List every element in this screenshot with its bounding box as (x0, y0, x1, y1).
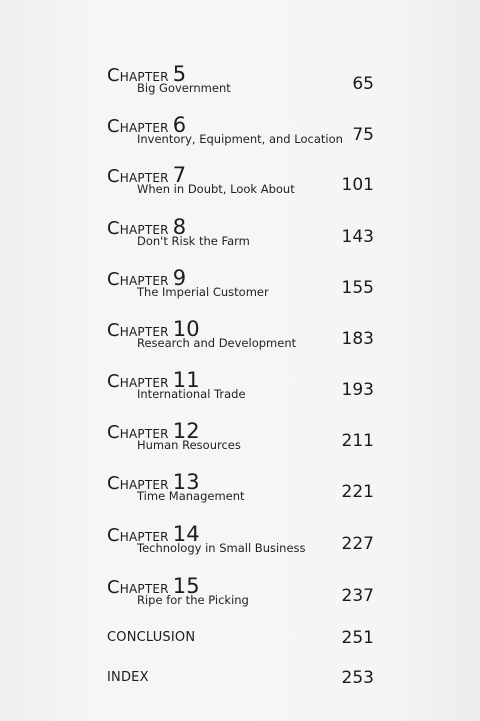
chapter-label-rest: HAPTER (119, 478, 169, 492)
chapter-title: Research and Development (137, 336, 297, 350)
chapter-label-initial: C (107, 65, 120, 86)
chapter-label-initial: C (107, 473, 120, 494)
chapter-number: 5 (172, 62, 187, 86)
chapter-title: Don't Risk the Farm (137, 234, 250, 248)
page-number: 183 (341, 329, 374, 349)
chapter-title: International Trade (137, 387, 246, 401)
page-number: 193 (341, 380, 374, 400)
chapter-number: 11 (172, 368, 200, 392)
chapter-label-rest: HAPTER (119, 325, 169, 339)
chapter-label-rest: HAPTER (119, 582, 169, 596)
chapter-label-rest: HAPTER (119, 530, 169, 544)
chapter-title: Inventory, Equipment, and Location (137, 132, 343, 146)
chapter-label-initial: C (107, 269, 120, 290)
chapter-label-initial: C (107, 422, 120, 443)
chapter-label-initial: C (107, 218, 120, 239)
chapter-title: Big Government (137, 81, 231, 95)
conclusion-heading (107, 626, 195, 645)
chapter-label-initial: C (107, 320, 120, 341)
chapter-label-rest: HAPTER (119, 223, 169, 237)
chapter-title: The Imperial Customer (137, 285, 269, 299)
page-number: 227 (341, 534, 374, 554)
page-number: 65 (352, 74, 374, 94)
chapter-label-rest: HAPTER (119, 171, 169, 185)
chapter-label-rest: HAPTER (119, 427, 169, 441)
chapter-number: 6 (172, 113, 187, 137)
chapter-label-initial: C (107, 116, 120, 137)
chapter-label-initial: C (107, 166, 120, 187)
chapter-title: Ripe for the Picking (137, 593, 249, 607)
index-heading (107, 666, 149, 685)
chapter-label-initial: C (107, 525, 120, 546)
chapter-title: When in Doubt, Look About (137, 182, 295, 196)
chapter-title: Technology in Small Business (137, 541, 306, 555)
page-number: 75 (352, 125, 374, 145)
chapter-number: 12 (172, 419, 200, 443)
page-number: 155 (341, 278, 374, 298)
chapter-number: 8 (172, 215, 187, 239)
index-label: INDEX (107, 670, 149, 685)
chapter-label-rest: HAPTER (119, 121, 169, 135)
chapter-number: 7 (172, 163, 187, 187)
chapter-label-rest: HAPTER (119, 376, 169, 390)
chapter-number: 9 (172, 266, 187, 290)
chapter-number: 15 (172, 574, 200, 598)
chapter-number: 14 (172, 522, 200, 546)
page-number: 143 (341, 227, 374, 247)
page-number: 211 (341, 431, 374, 451)
conclusion-label: CONCLUSION (107, 630, 196, 645)
page-number: 221 (341, 482, 374, 502)
chapter-title: Time Management (137, 489, 245, 503)
page-number: 253 (341, 668, 374, 688)
page-number: 251 (341, 628, 374, 648)
chapter-number: 10 (172, 317, 200, 341)
chapter-label-initial: C (107, 371, 120, 392)
chapter-title: Human Resources (137, 438, 241, 452)
chapter-label-rest: HAPTER (119, 274, 169, 288)
chapter-number: 13 (172, 470, 200, 494)
page-number: 237 (341, 586, 374, 606)
chapter-label-initial: C (107, 577, 120, 598)
chapter-label-rest: HAPTER (119, 70, 169, 84)
page-number: 101 (341, 175, 374, 195)
